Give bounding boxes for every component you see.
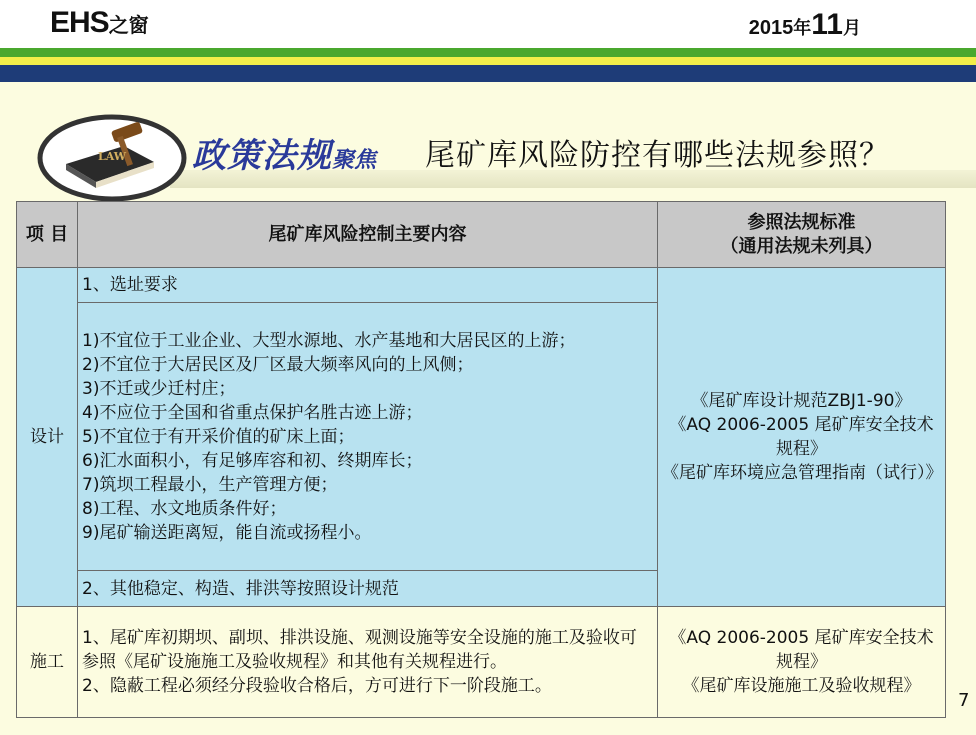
header-reference [658, 202, 946, 268]
list-item: 2、隐蔽工程必须经分段验收合格后，方可进行下一阶段施工。 [82, 676, 552, 696]
top-header [0, 0, 976, 48]
issue-date [749, 10, 861, 45]
issue-month: 11 [811, 8, 843, 41]
regulation-table [16, 201, 946, 718]
law-book-icon [36, 112, 188, 202]
list-item: 1)不宜位于工业企业、大型水源地、水产基地和大居民区的上游； [82, 330, 576, 351]
list-item: 4)不应位于全国和省重点保护名胜古迹上游； [82, 402, 423, 423]
list-item: 5)不宜位于有开采价值的矿床上面； [82, 426, 355, 447]
section-title-suffix: 聚焦 [332, 147, 377, 173]
header-reference-line1: 参照法规标准 [747, 211, 856, 233]
stripe-green [0, 48, 976, 57]
reference-item: 《尾矿库设计规范ZBJ1-90》 [691, 391, 912, 411]
table-row [17, 268, 946, 303]
list-item: 1、尾矿库初期坝、副坝、排洪设施、观测设施等安全设施的施工及验收可参照《尾矿设施施工及验收规程》和其他有关规程进行。 [82, 628, 637, 672]
construction-content [78, 607, 658, 718]
page-title: 尾矿库风险防控有哪些法规参照？ [425, 138, 890, 173]
design-label: 设计 [17, 268, 78, 607]
year-suffix: 年 [793, 18, 812, 38]
section-title [192, 128, 376, 177]
brand-cn: 之窗 [108, 15, 149, 37]
reference-item: 《AQ 2006-2005 尾矿库安全技术规程》 [669, 415, 934, 459]
brand-en: EHS [50, 6, 109, 39]
table-header-row [17, 202, 946, 268]
list-item: 8)工程、水文地质条件好； [82, 498, 287, 519]
stripe-yellow [0, 57, 976, 65]
page-number: 7 [958, 690, 970, 711]
header-item: 项 目 [17, 202, 78, 268]
construction-references [658, 607, 946, 718]
list-item: 2)不宜位于大居民区及厂区最大频率风向的上风侧； [82, 354, 474, 375]
list-item: 9)尾矿输送距离短，能自流或扬程小。 [82, 522, 372, 543]
section-title-main: 政策法规 [192, 136, 332, 176]
table-row [17, 607, 946, 718]
header-content: 尾矿库风险控制主要内容 [78, 202, 658, 268]
list-item: 7)筑坝工程最小，生产管理方便； [82, 474, 338, 495]
design-references [658, 268, 946, 607]
issue-year: 2015 [748, 17, 794, 39]
other-requirement: 2、其他稳定、构造、排洪等按照设计规范 [78, 571, 658, 607]
reference-item: 《尾矿库环境应急管理指南（试行）》 [662, 463, 943, 483]
site-requirement-title: 1、选址要求 [78, 268, 658, 303]
list-item: 6)汇水面积小，有足够库容和初、终期库长； [82, 450, 423, 471]
header-reference-line2: （通用法规未列具） [720, 235, 883, 257]
reference-item: 《尾矿库设施施工及验收规程》 [682, 676, 921, 696]
brand-logo [50, 8, 149, 43]
stripe-navy [0, 65, 976, 82]
month-suffix: 月 [843, 18, 861, 38]
reference-item: 《AQ 2006-2005 尾矿库安全技术规程》 [669, 628, 934, 672]
site-requirement-list [78, 303, 658, 571]
list-item: 3)不迁或少迁村庄； [82, 378, 236, 399]
construction-label: 施工 [17, 607, 78, 718]
logo-law-text: LAW [98, 150, 127, 163]
